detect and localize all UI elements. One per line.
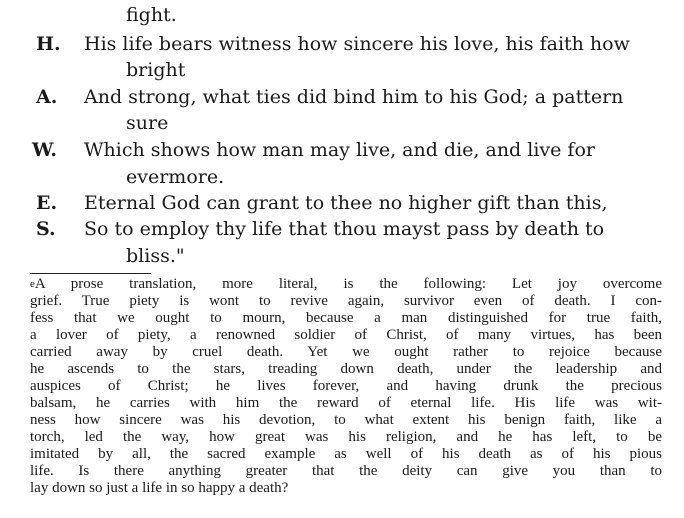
acrostic-letter: S. xyxy=(36,218,56,240)
footnote-line: grief. True piety is wont to revive again, survivor even of death. I con- xyxy=(30,293,662,309)
footnote-line: ness how sincere was his devotion, to what extent his benign faith, like a xyxy=(30,412,662,428)
footnote-line: fess that we ought to mourn, because a man distinguished for true faith, xyxy=(30,310,662,326)
footnote-rule xyxy=(30,273,151,274)
footnote-line: a lover of piety, a renowned soldier of Christ, of many virtues, has been xyxy=(30,327,662,343)
footnote-line: eA prose translation, more literal, is the following: Let joy overcome xyxy=(30,276,662,292)
acrostic-letter: H. xyxy=(36,33,61,55)
acrostic-letter: E. xyxy=(36,192,58,214)
poem-text: Which shows how man may live, and die, and live for xyxy=(84,139,595,161)
poem-text: His life bears witness how sincere his love, his faith how xyxy=(84,33,630,55)
footnote-mark: e xyxy=(30,278,35,290)
acrostic-letter: W. xyxy=(32,139,57,161)
poem-text: Eternal God can grant to thee no higher gift than this, xyxy=(84,192,608,214)
footnote-line: he ascends to the stars, treading down death, under the leadership and xyxy=(30,361,662,377)
footnote-line: lay down so just a life in so happy a death? xyxy=(30,480,289,496)
footnote-line: life. Is there anything greater that the deity can give you than to xyxy=(30,463,662,479)
poem-cont-text: bright xyxy=(126,59,186,81)
poem-cont-text: evermore. xyxy=(126,166,225,188)
footnote-line: carried away by cruel death. Yet we ought rather to rejoice because xyxy=(30,344,662,360)
acrostic-letter: A. xyxy=(36,86,58,108)
footnote-line: imitated by all, the sacred example as well of his death as of his pious xyxy=(30,446,662,462)
footnote-line: torch, led the way, how great was his religion, and he has left, to be xyxy=(30,429,662,445)
poem-cont-text: sure xyxy=(126,112,169,134)
poem-carry-text: fight. xyxy=(126,4,177,26)
poem-text: So to employ thy life that thou mayst pass by death to xyxy=(84,218,605,240)
poem-text: And strong, what ties did bind him to his God; a pattern xyxy=(84,86,624,108)
poem-cont-text: bliss." xyxy=(126,245,185,267)
footnote-line: balsam, he carries with him the reward of eternal life. His life was wit- xyxy=(30,395,662,411)
footnote-line: auspices of Christ; he lives forever, and having drunk the precious xyxy=(30,378,662,394)
